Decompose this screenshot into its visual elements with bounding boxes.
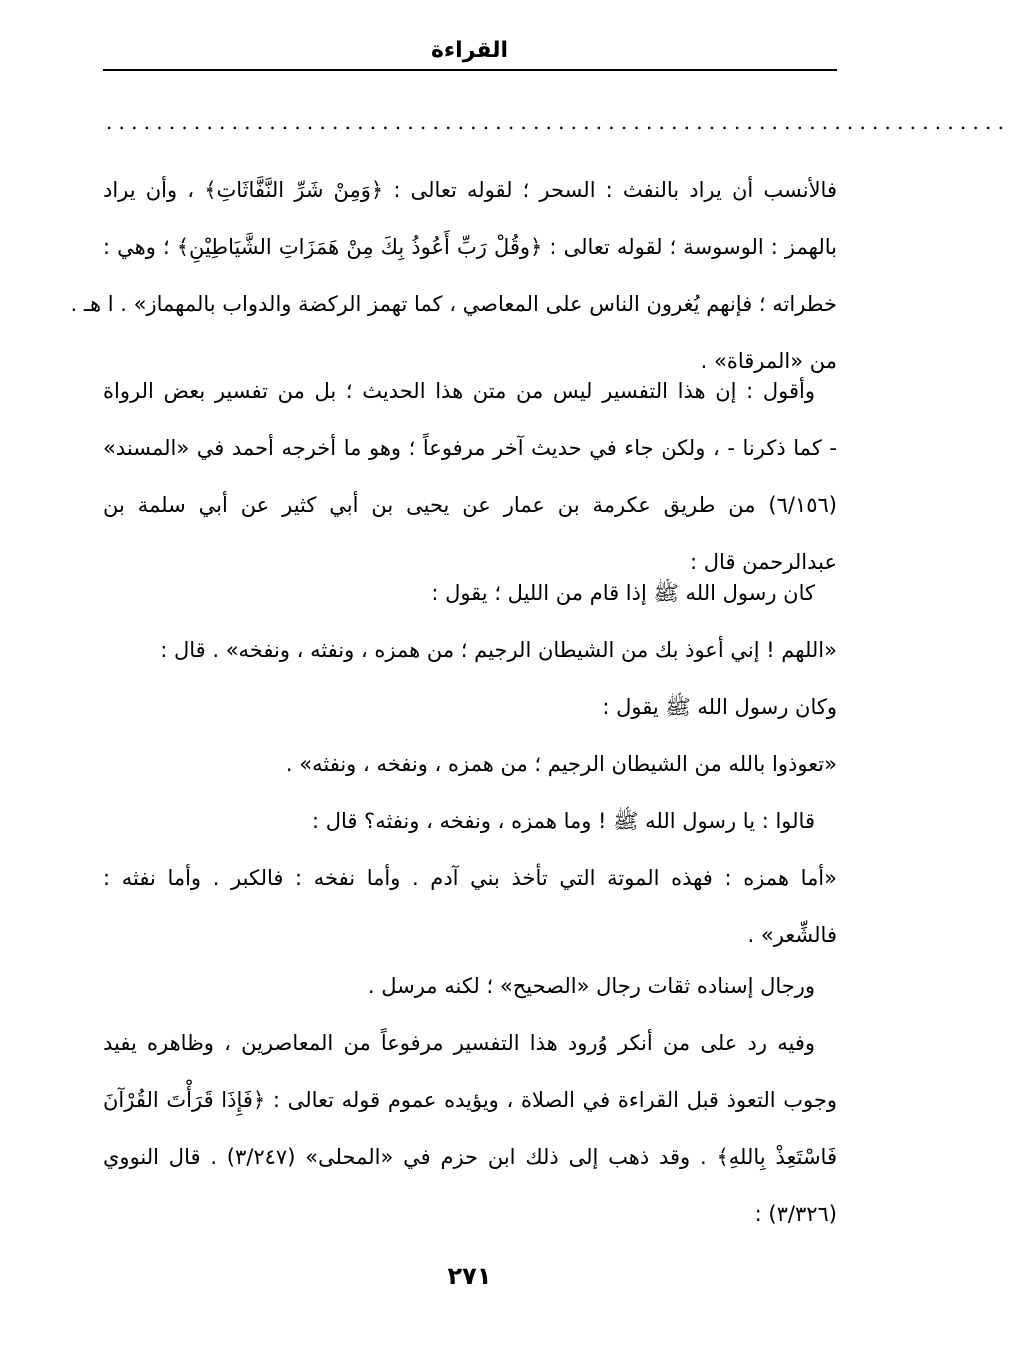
- text-line: من «المرقاة» .: [700, 349, 837, 373]
- text-line: كان رسول الله ﷺ إذا قام من الليل ؛ يقول :: [431, 581, 815, 605]
- text-line: «اللهم ! إني أعوذ بك من الشيطان الرجيم ؛ من همزه ، ونفثه ، ونفخه» . قال :: [160, 638, 837, 662]
- paragraph-6: [103, 736, 837, 793]
- paragraph-5: [103, 679, 837, 736]
- text-line: وجوب التعوذ قبل القراءة في الصلاة ، ويؤيده عموم قوله تعالى : ﴿فَإِذَا قَرَأْتَ القُرْآنَ: [103, 1088, 837, 1112]
- text-line: «تعوذوا بالله من الشيطان الرجيم ؛ من همزه ، ونفخه ، ونفثه» .: [285, 752, 837, 776]
- text-line: عبدالرحمن قال :: [690, 550, 837, 574]
- text-line: فالأنسب أن يراد بالنفث : السحر ؛ لقوله تعالى : ﴿وَمِنْ شَرِّ النَّفَّاثَاتِ﴾ ، وأن يراد: [103, 178, 837, 202]
- paragraph-9: [103, 958, 837, 1015]
- paragraph-8: [103, 850, 837, 964]
- text-line: ورجال إسناده ثقات رجال «الصحيح» ؛ لكنه مرسل .: [367, 974, 815, 998]
- text-line: فَاسْتَعِذْ بِاللهِ﴾ . وقد ذهب إلى ذلك ابن حزم في «المحلى» (٣/٢٤٧) . قال النووي: [103, 1145, 837, 1169]
- header-rule: [103, 69, 837, 71]
- paragraph-10: [103, 1015, 837, 1243]
- paragraph-1: [70, 162, 837, 390]
- text-line: وفيه رد على من أنكر وُرود هذا التفسير مرفوعاً من المعاصرين ، وظاهره يفيد: [103, 1031, 815, 1055]
- running-header-title: القراءة: [430, 38, 509, 63]
- text-line: بالهمز : الوسوسة ؛ لقوله تعالى : ﴿وقُلْ رَبِّ أَعُوذُ بِكَ مِنْ هَمَزَاتِ الشَّيَاطِيْنِ﴾ ؛ وهي :: [103, 235, 837, 259]
- paragraph-3: [103, 565, 837, 622]
- text-line: فالشِّعر» .: [747, 923, 837, 947]
- text-line: - كما ذكرنا - ، ولكن جاء في حديث آخر مرفوعاً ؛ وهو ما أخرجه أحمد في «المسند»: [103, 436, 837, 460]
- dotted-separator: ........................................................................: [106, 110, 1010, 134]
- text-line: «أما همزه : فهذه الموتة التي تأخذ بني آدم . وأما نفخه : فالكبر . وأما نفثه :: [103, 866, 837, 890]
- paragraph-7: [103, 793, 837, 850]
- text-line: وأقول : إن هذا التفسير ليس من متن هذا الحديث ؛ بل من تفسير بعض الرواة: [103, 379, 815, 403]
- text-line: قالوا : يا رسول الله ﷺ ! وما همزه ، ونفخه ، ونفثه؟ قال :: [311, 809, 815, 833]
- text-line: وكان رسول الله ﷺ يقول :: [602, 695, 837, 719]
- paragraph-4: [103, 622, 837, 679]
- page-number: ٢٧١: [447, 1262, 492, 1290]
- text-line: خطراته ؛ فإنهم يُغرون الناس على المعاصي ، كما تهمز الركضة والدواب بالمهماز» . ا هـ .: [70, 292, 837, 316]
- text-line: (٣/٣٢٦) :: [754, 1202, 837, 1226]
- paragraph-2: [103, 363, 837, 591]
- text-line: (٦/١٥٦) من طريق عكرمة بن عمار عن يحيى بن أبي كثير عن أبي سلمة بن: [103, 493, 837, 517]
